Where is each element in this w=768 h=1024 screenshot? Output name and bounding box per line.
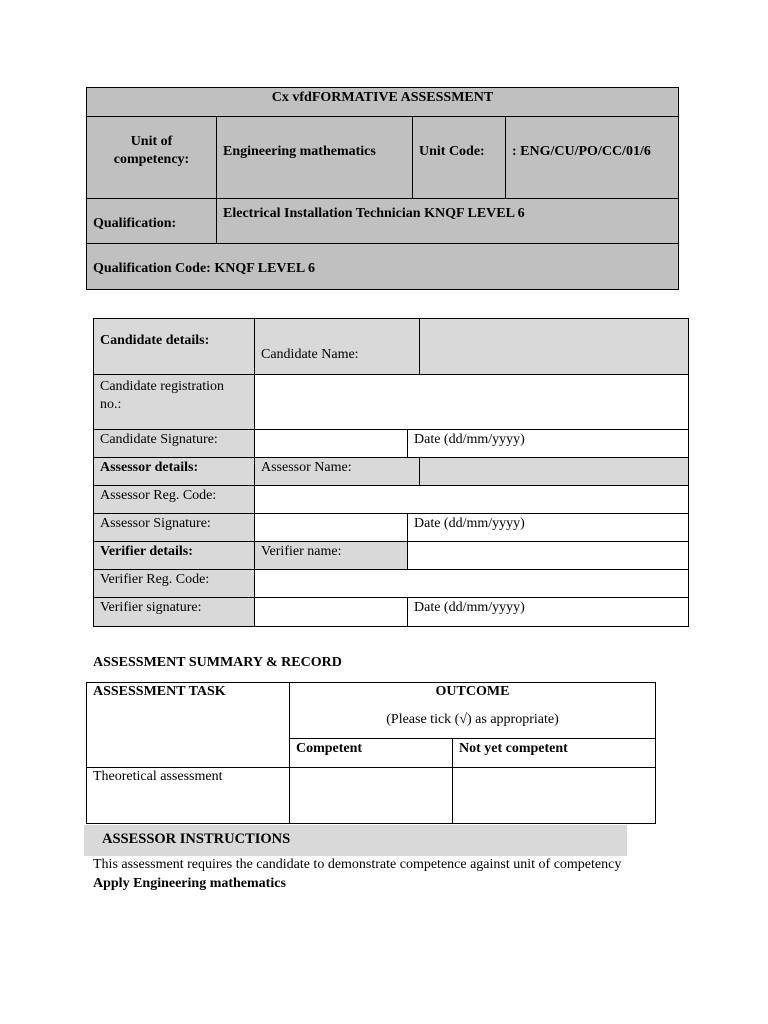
- verifier-reg-field[interactable]: [254, 569, 689, 598]
- unit-code-label: Unit Code:: [412, 116, 506, 199]
- assessor-reg-label: Assessor Reg. Code:: [93, 485, 255, 514]
- candidate-details-label: Candidate details:: [93, 318, 255, 375]
- verifier-signature-label: Verifier signature:: [93, 597, 255, 627]
- unit-value: Engineering mathematics: [216, 116, 413, 199]
- assessor-date-label[interactable]: Date (dd/mm/yyyy): [407, 513, 689, 542]
- form-title: Cx vfdFORMATIVE ASSESSMENT: [86, 87, 679, 117]
- assessor-signature-field[interactable]: [254, 513, 408, 542]
- assessor-signature-label: Assessor Signature:: [93, 513, 255, 542]
- unit-label: Unit of competency:: [86, 116, 217, 199]
- candidate-date-label[interactable]: Date (dd/mm/yyyy): [407, 429, 689, 458]
- candidate-name-label: Candidate Name:: [254, 318, 420, 375]
- instructions-text-bold: Apply Engineering mathematics: [93, 876, 286, 891]
- verifier-reg-label: Verifier Reg. Code:: [93, 569, 255, 598]
- unit-code-value: : ENG/CU/PO/CC/01/6: [505, 116, 679, 199]
- competent-header: Competent: [289, 738, 453, 768]
- not-yet-tick-box[interactable]: [452, 767, 656, 824]
- assessor-details-label: Assessor details:: [93, 457, 255, 486]
- outcome-header: OUTCOME: [435, 684, 510, 699]
- candidate-reg-label: Candidate registration no.:: [93, 374, 255, 430]
- not-yet-competent-header: Not yet competent: [452, 738, 656, 768]
- assessor-reg-field[interactable]: [254, 485, 689, 514]
- verifier-date-label[interactable]: Date (dd/mm/yyyy): [407, 597, 689, 627]
- outcome-header-cell: [289, 682, 656, 739]
- candidate-name-field[interactable]: [419, 318, 689, 375]
- theoretical-task: Theoretical assessment: [86, 767, 290, 824]
- verifier-name-label: Verifier name:: [254, 541, 408, 570]
- outcome-note: (Please tick (√) as appropriate): [386, 712, 559, 727]
- candidate-signature-field[interactable]: [254, 429, 408, 458]
- instructions-heading: [84, 825, 627, 856]
- summary-heading: ASSESSMENT SUMMARY & RECORD: [93, 655, 342, 670]
- verifier-name-field[interactable]: [407, 541, 689, 570]
- task-header: ASSESSMENT TASK: [86, 682, 290, 768]
- candidate-signature-label: Candidate Signature:: [93, 429, 255, 458]
- qualification-label: Qualification:: [86, 198, 217, 244]
- instructions-heading-text: ASSESSOR INSTRUCTIONS: [102, 831, 291, 847]
- candidate-reg-field[interactable]: [254, 374, 689, 430]
- qualification-value: Electrical Installation Technician KNQF LEVEL 6: [216, 198, 679, 244]
- qualification-code: Qualification Code: KNQF LEVEL 6: [86, 243, 679, 290]
- competent-tick-box[interactable]: [289, 767, 453, 824]
- assessor-name-label: Assessor Name:: [254, 457, 420, 486]
- instructions-text-prefix: This assessment requires the candidate to demonstrate competence against unit of competency: [93, 857, 622, 872]
- verifier-signature-field[interactable]: [254, 597, 408, 627]
- instructions-text: [93, 855, 623, 893]
- verifier-details-label: Verifier details:: [93, 541, 255, 570]
- header-table: [86, 87, 679, 290]
- assessor-name-field[interactable]: [419, 457, 689, 486]
- details-table: [93, 318, 689, 627]
- summary-table: [86, 682, 656, 824]
